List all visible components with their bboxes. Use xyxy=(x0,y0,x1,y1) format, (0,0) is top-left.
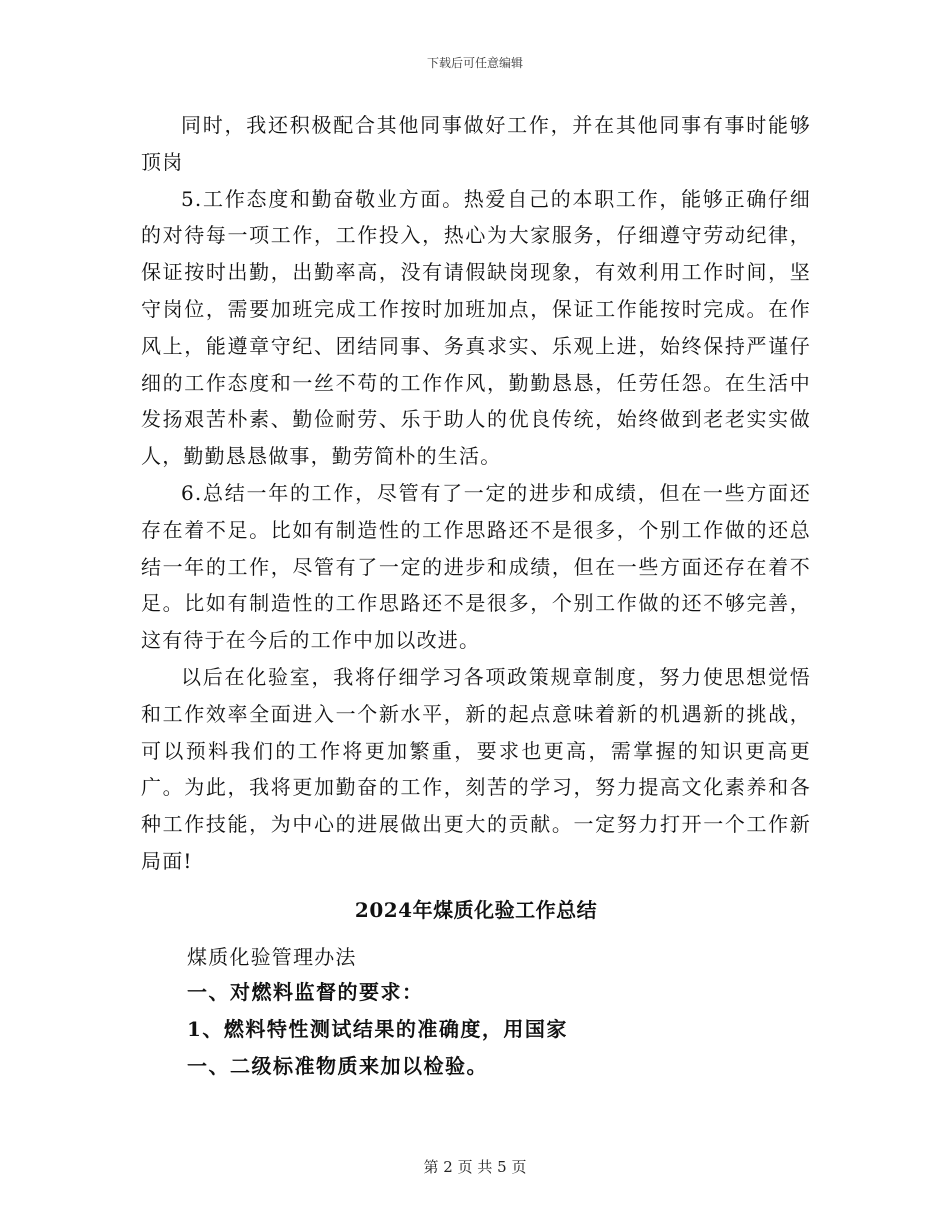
paragraph-future-plans: 以后在化验室，我将仔细学习各项政策规章制度，努力使思想觉悟和工作效率全面进入一个新水平，新的起点意味着新的机遇新的挑战，可以预料我们的工作将更加繁重，要求也更高，需掌握的知识更高更广。为此，我将更加勤奋的工作，刻苦的学习，努力提高文化素养和各种工作技能，为中心的进展做出更大的贡献。一定努力打开一个工作新局面! xyxy=(141,664,811,873)
document-subtitle: 煤质化验管理办法 xyxy=(187,944,357,969)
document-title: 2024年煤质化验工作总结 xyxy=(354,897,598,922)
paragraph-cooperation: 同时，我还积极配合其他同事做好工作，并在其他同事有事时能够顶岗 xyxy=(141,113,811,174)
paragraph-shortcomings: 6.总结一年的工作，尽管有了一定的进步和成绩，但在一些方面还存在着不足。比如有制造性的工作思路还不是很多，个别工作做的还总结一年的工作，尽管有了一定的进步和成绩，但在一些方面还存在着不足。比如有制造性的工作思路还不是很多，个别工作做的还不够完善，这有待于在今后的工作中加以改进。 xyxy=(141,480,811,653)
paragraph-work-attitude: 5.工作态度和勤奋敬业方面。热爱自己的本职工作，能够正确仔细的对待每一项工作，工作投入，热心为大家服务，仔细遵守劳动纪律，保证按时出勤，出勤率高，没有请假缺岗现象，有效利用工作时间，坚守岗位，需要加班完成工作按时加班加点，保证工作能按时完成。在作风上，能遵章守纪、团结同事、务真求实、乐观上进，始终保持严谨仔细的工作态度和一丝不苟的工作作风，勤勤恳恳，任劳任怨。在生活中发扬艰苦朴素、勤俭耐劳、乐于助人的优良传统，始终做到老老实实做人，勤勤恳恳做事，勤劳简朴的生活。 xyxy=(141,186,811,469)
document-body xyxy=(141,107,811,1085)
section-heading-test-accuracy: 1、燃料特性测试结果的准确度，用国家 xyxy=(187,1016,568,1041)
section-heading-standard-materials: 一、二级标准物质来加以检验。 xyxy=(187,1053,488,1078)
page-header: 下载后可任意编辑 xyxy=(426,56,523,70)
page-footer: 第 2 页 共 5 页 xyxy=(423,1158,527,1176)
section-heading-fuel-supervision: 一、对燃料监督的要求： xyxy=(187,979,424,1004)
